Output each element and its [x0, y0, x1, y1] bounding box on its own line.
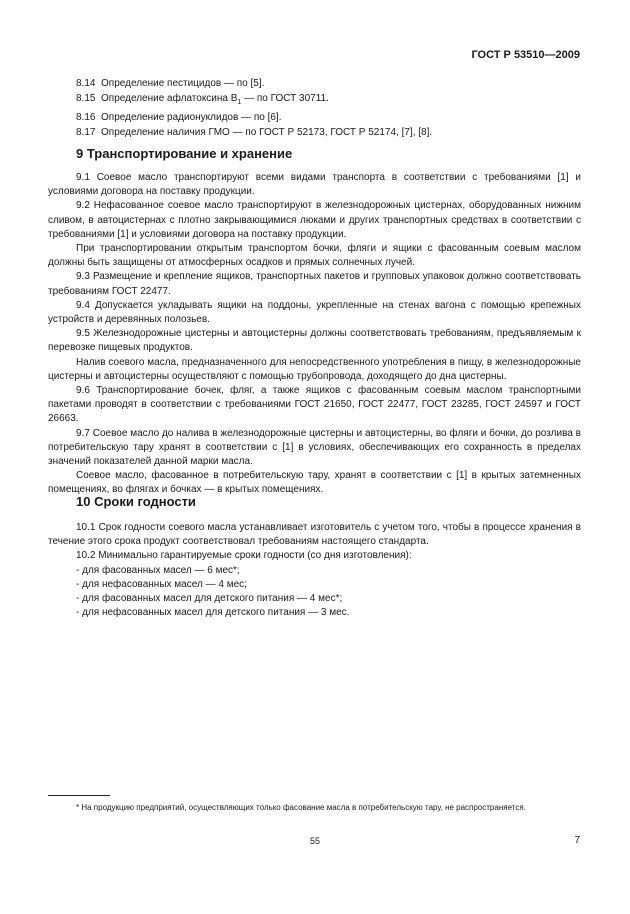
page-number-right: 7 [574, 835, 580, 846]
paragraph: Налив соевого масла, предназначенного для непосредственного употребления в пищу, в железнодорожные цистерны и автоцистерны осуществляют с помощью трубопровода, доходящего до дна цистерны. [48, 356, 581, 382]
item-8-16: 8.16 Определение радионуклидов — по [6]. [76, 112, 282, 123]
item-8-14: 8.14 Определение пестицидов — по [5]. [76, 78, 265, 89]
paragraph: 9.5 Железнодорожные цистерны и автоцистерны должны соответствовать требованиям, предъявляемым к перевозке пищевых продуктов. [48, 328, 581, 354]
paragraph: 9.4 Допускается укладывать ящики на поддоны, укрепленные на стенах вагона с помощью крепежных устройств и деревянных полозьев. [48, 299, 581, 326]
paragraph: 9.6 Транспортирование бочек, фляг, а также ящиков с фасованным соевым маслом транспортными пакетами проводят в соответствии с требованиями ГОСТ 21650, ГОСТ 22477, ГОСТ 23285, ГОСТ 24597 и ГОСТ 26663. [48, 385, 581, 425]
section-8-items [76, 76, 576, 140]
section-9-body [48, 171, 581, 498]
list-item: - для фасованных масел — 6 мес*; [76, 564, 240, 576]
item-8-15: 8.15 Определение афлатоксина $B_1$ — по ГОСТ 30711. [76, 93, 329, 106]
document-code: ГОСТ Р 53510—2009 [471, 49, 580, 61]
paragraph: 9.2 Нефасованное соевое масло транспортируют в железнодорожных цистернах, оборудованных нижним сливом, в автоцистернах с плотно закрывающимися люками и других транспортных средствах в соответствии с требованиями [1] и условиями договора на поставку продукции. [48, 200, 581, 240]
section-10-heading: 10 Сроки годности [76, 494, 196, 509]
section-10-body [48, 521, 581, 620]
list-item: - для нефасованных масел — 4 мес; [76, 578, 247, 590]
footnote: * На продукцию предприятий, осуществляющих только фасование масла в потребительскую тару, не распространяется. [76, 803, 526, 812]
paragraph: 10.2 Минимально гарантируемые сроки годности (со дня изготовления): [76, 550, 412, 562]
paragraph: Соевое масло, фасованное в потребительскую тару, хранят в соответствии с [1] в крытых затемненных помещениях, во флягах и бочках — в крытых помещениях. [48, 470, 581, 496]
page-number-center: 55 [309, 836, 320, 846]
paragraph: 9.1 Соевое масло транспортируют всеми видами транспорта в соответствии с требованиями [1] и условиями договора на поставку продукции. [48, 172, 581, 198]
paragraph: 10.1 Срок годности соевого масла устанавливает изготовитель с учетом того, чтобы в процессе хранения в течение этого срока продукт соответствовал требованиям настоящего стандарта. [48, 522, 581, 548]
footnote-divider [48, 795, 110, 796]
list-item: - для фасованных масел для детского питания — 4 мес*; [76, 593, 343, 605]
section-9-heading: 9 Транспортирование и хранение [76, 146, 293, 161]
paragraph: 9.7 Соевое масло до налива в железнодорожные цистерны и автоцистерны, во фляги и бочки, до розлива в потребительскую тару хранят в соответствии с [1] в условиях, обеспечивающих его сохранность в пределах значений показателей данной марки масла. [48, 427, 581, 468]
paragraph: 9.3 Размещение и крепление ящиков, транспортных пакетов и групповых упаковок должно соответствовать требованиям ГОСТ 22477. [48, 271, 581, 297]
list-item: - для нефасованных масел для детского питания — 3 мес. [76, 607, 350, 619]
item-8-17: 8.17 Определение наличия ГМО — по ГОСТ Р 52173, ГОСТ Р 52174, [7], [8]. [76, 127, 433, 138]
paragraph: При транспортировании открытым транспортом бочки, фляги и ящики с фасованным соевым маслом должны быть защищены от атмосферных осадков и прямых солнечных лучей. [48, 243, 581, 269]
